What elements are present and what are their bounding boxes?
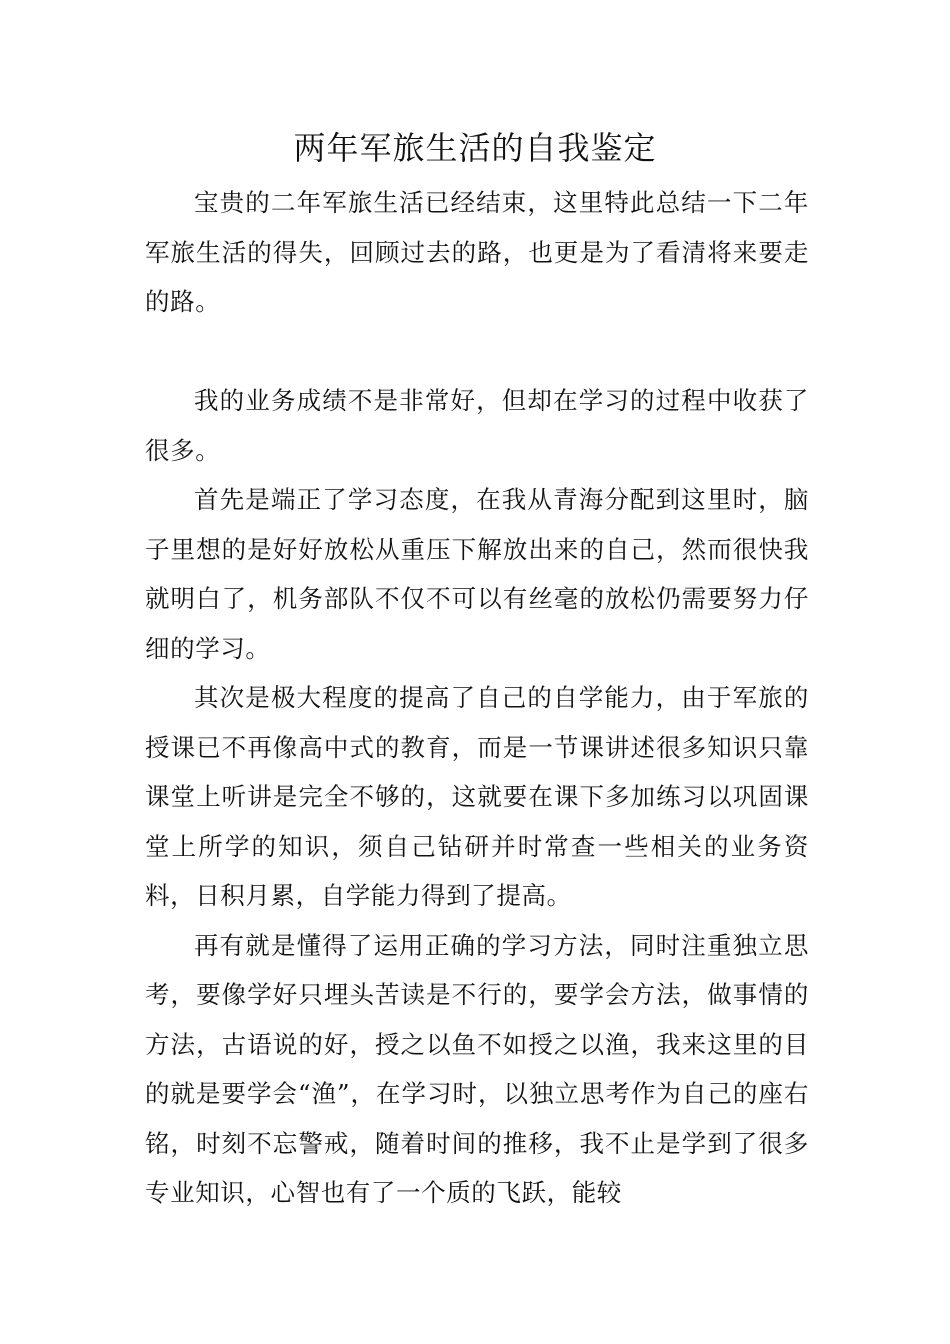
- paragraph-attitude: 首先是端正了学习态度，在我从青海分配到这里时，脑子里想的是好好放松从重压下解放出来的自己，然而很快我就明白了，机务部队不仅不可以有丝毫的放松仍需要努力仔细的学习。: [145, 485, 809, 663]
- document-body: [145, 178, 809, 1218]
- document-title: 两年军旅生活的自我鉴定: [293, 129, 657, 167]
- blank-line: [145, 327, 809, 377]
- paragraph-method: 再有就是懂得了运用正确的学习方法，同时注重独立思考，要像学好只埋头苦读是不行的，要学会方法，做事情的方法，古语说的好，授之以鱼不如授之以渔，我来这里的目的就是要学会“渔”，在学习时，以独立思考作为自己的座右铭，时刻不忘警戒，随着时间的推移，我不止是学到了很多专业知识，心智也有了一个质的飞跃，能较: [145, 930, 809, 1207]
- paragraph-performance: 我的业务成绩不是非常好，但却在学习的过程中收获了很多。: [145, 386, 809, 465]
- paragraph-self-study: 其次是极大程度的提高了自己的自学能力，由于军旅的授课已不再像高中式的教育，而是一节课讲述很多知识只靠课堂上听讲是完全不够的，这就要在课下多加练习以巩固课堂上所学的知识，须自己钻研并时常查一些相关的业务资料，日积月累，自学能力得到了提高。: [145, 683, 809, 910]
- paragraph-intro: 宝贵的二年军旅生活已经结束，这里特此总结一下二年军旅生活的得失，回顾过去的路，也更是为了看清将来要走的路。: [145, 188, 809, 316]
